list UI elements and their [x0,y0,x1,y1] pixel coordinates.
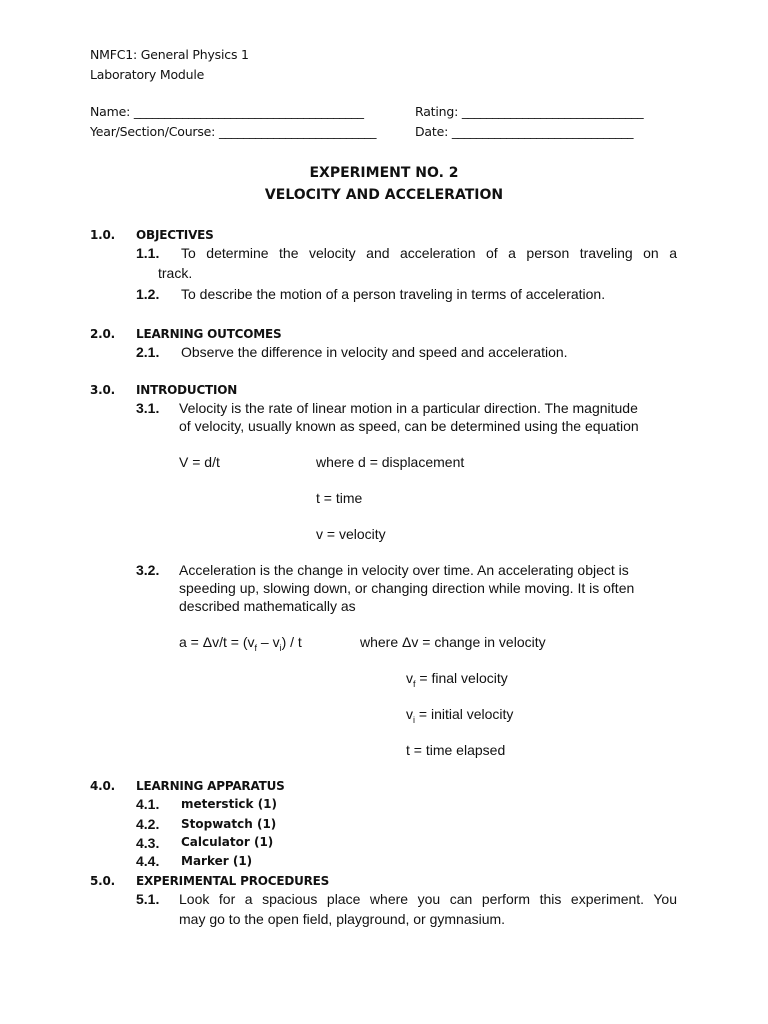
section-heading-apparatus: LEARNING APPARATUS [136,779,285,793]
equation-legend: where Δv = change in velocity [360,634,546,650]
item-number: 4.4. [136,853,160,869]
equation-legend: where d = displacement [316,454,465,470]
equation-legend: v = velocity [316,526,386,542]
objective-text: track. [158,265,193,281]
intro-text: speeding up, slowing down, or changing direction while moving. It is often [179,580,635,596]
item-number: 4.3. [136,835,160,851]
section-heading-introduction: INTRODUCTION [136,383,238,397]
apparatus-item: Marker (1) [181,854,253,868]
outcome-text: Observe the difference in velocity and speed and acceleration. [181,344,568,360]
section-number: 1.0. [90,228,116,242]
item-number: 1.2. [136,286,160,302]
intro-text: Acceleration is the change in velocity over time. An accelerating object is [179,562,629,578]
equation-legend: $v_f$ = final velocity [406,670,508,689]
equation-legend: t = time [316,490,363,506]
course-title: NMFC1: General Physics 1 [90,47,249,62]
section-number: 3.0. [90,383,116,397]
item-number: 5.1. [136,891,160,907]
objective-text: To determine the velocity and acceleration of a person traveling on a [181,245,677,261]
rating-field: Rating: ______________________________ [415,104,644,119]
apparatus-item: Stopwatch (1) [181,817,277,831]
intro-text: of velocity, usually known as speed, can be determined using the equation [179,418,639,434]
item-number: 4.1. [136,796,160,812]
section-number: 2.0. [90,327,116,341]
equation-legend: t = time elapsed [406,742,506,758]
name-field: Name: ______________________________________ [90,104,364,119]
section-number: 5.0. [90,874,116,888]
experiment-number: EXPERIMENT NO. 2 [309,165,459,181]
equation-legend: $v_i$ = initial velocity [406,706,514,725]
item-number: 2.1. [136,344,160,360]
intro-text: Velocity is the rate of linear motion in a particular direction. The magnitude [179,400,638,416]
experiment-title: VELOCITY AND ACCELERATION [264,187,504,203]
section-heading-objectives: OBJECTIVES [136,228,214,242]
apparatus-item: Calculator (1) [181,835,274,849]
section-heading-outcomes: LEARNING OUTCOMES [136,327,282,341]
module-title: Laboratory Module [90,67,205,82]
section-heading-procedures: EXPERIMENTAL PROCEDURES [136,874,330,888]
acceleration-equation: $a = \Delta v/t = (v_f - v_i) / t$ [179,634,302,653]
procedure-text: may go to the open field, playground, or gymnasium. [179,911,506,927]
item-number: 3.2. [136,562,160,578]
procedure-text: Look for a spacious place where you can perform this experiment. You [179,891,677,907]
intro-text: described mathematically as [179,598,356,614]
item-number: 4.2. [136,816,160,832]
apparatus-item: meterstick (1) [181,797,278,811]
velocity-equation: V = d/t [179,454,220,470]
item-number: 3.1. [136,400,160,416]
year-section-field: Year/Section/Course: __________________________ [90,124,377,139]
date-field: Date: ______________________________ [415,124,634,139]
section-number: 4.0. [90,779,116,793]
item-number: 1.1. [136,245,160,261]
objective-text: To describe the motion of a person traveling in terms of acceleration. [181,286,606,302]
